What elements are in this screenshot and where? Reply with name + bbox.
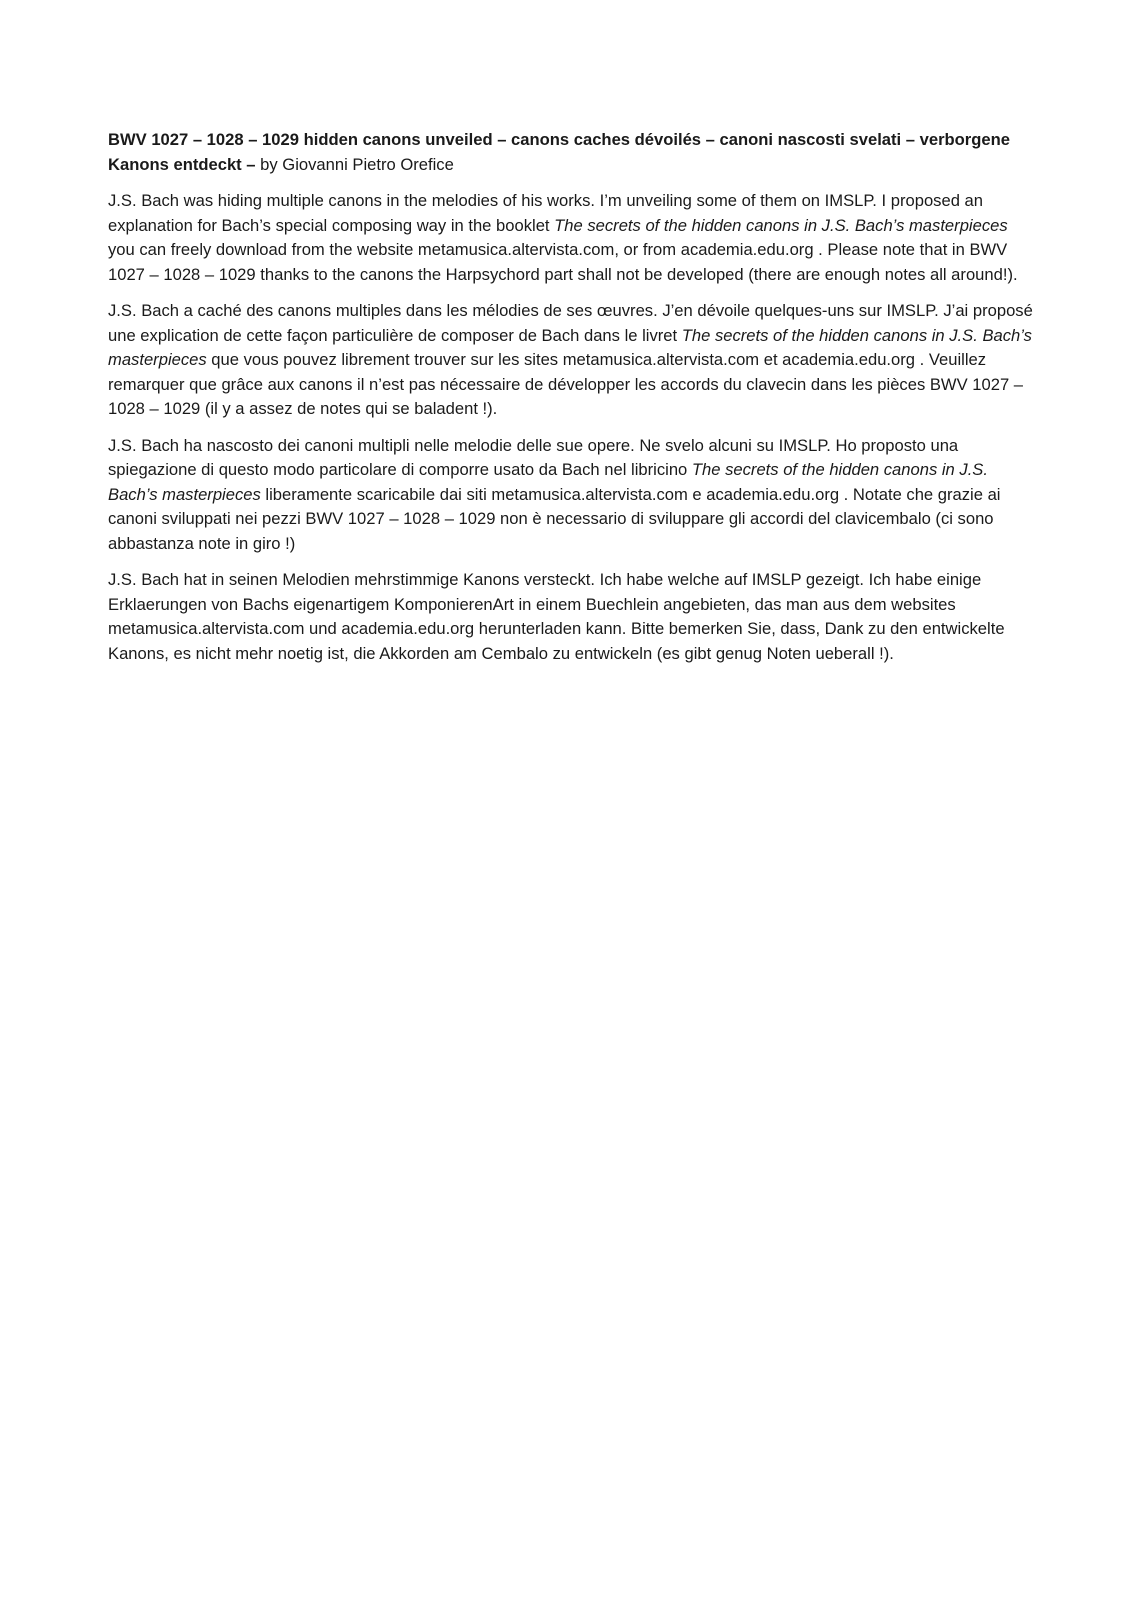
- paragraph-french-text: J.S. Bach a caché des canons multiples dans les mélodies de ses œuvres. J’en dévoile quelques-uns sur IMSLP. J’ai proposé une explication de cette façon particulière de composer de Bach dans le livret: [108, 301, 1033, 345]
- booklet-title-italian: The secrets of the hidden canons in J.S. Bach’s masterpieces: [108, 460, 988, 504]
- paragraph-german-text: J.S. Bach hat in seinen Melodien mehrstimmige Kanons versteckt. Ich habe welche auf IMSLP gezeigt. Ich habe einige Erklaerungen von Bachs eigenartigem KomponierenArt in einem Buechlein angebieten, das man aus dem websites metamusica.altervista.com und academia.edu.org herunterladen kann. Bitte bemerken Sie, dass, Dank zu den entwickelte Kanons, es nicht mehr noetig ist, die Akkorden am Cembalo zu entwickeln (es gibt genug Noten ueberall !).: [108, 570, 1005, 663]
- document-title: [108, 128, 1038, 177]
- paragraph-italian-text: J.S. Bach ha nascosto dei canoni multipli nelle melodie delle sue opere. Ne svelo alcuni su IMSLP. Ho proposto una spiegazione di questo modo particolare di comporre usato da Bach nel libricino: [108, 435, 959, 479]
- title-bold: BWV 1027 – 1028 – 1029 hidden canons unveiled – canons caches dévoilés – canoni nascosti svelati – verborgene Kanons entdeckt –: [108, 130, 1010, 174]
- paragraph-german: [108, 568, 1038, 666]
- booklet-title-english: The secrets of the hidden canons in J.S. Bach’s masterpieces: [554, 215, 1008, 235]
- paragraph-italian: [108, 434, 1038, 557]
- paragraph-french: [108, 299, 1038, 422]
- paragraph-italian-text-end: liberamente scaricabile dai siti metamusica.altervista.com e academia.edu.org . Notate che grazie ai canoni sviluppati nei pezzi BWV 1027 – 1028 – 1029 non è necessario di sviluppare gli accordi del clavicembalo (ci sono abbastanza note in giro !): [108, 484, 1001, 553]
- booklet-title-french: The secrets of the hidden canons in J.S. Bach’s masterpieces: [108, 325, 1032, 369]
- title-author: by Giovanni Pietro Orefice: [255, 154, 454, 174]
- document-page: [108, 128, 1038, 678]
- paragraph-english-text: J.S. Bach was hiding multiple canons in the melodies of his works. I’m unveiling some of them on IMSLP. I proposed an explanation for Bach’s special composing way in the booklet: [108, 191, 984, 235]
- paragraph-english-text-end: you can freely download from the website metamusica.altervista.com, or from academia.edu.org . Please note that in BWV 1027 – 1028 – 1029 thanks to the canons the Harpsychord part shall not be developed (there are enough notes all around!).: [108, 240, 1018, 284]
- paragraph-french-text-end: que vous pouvez librement trouver sur les sites metamusica.altervista.com et academia.edu.org . Veuillez remarquer que grâce aux canons il n’est pas nécessaire de développer les accords du clavecin dans les pièces BWV 1027 – 1028 – 1029 (il y a assez de notes qui se baladent !).: [108, 350, 1024, 418]
- paragraph-english: [108, 189, 1038, 287]
